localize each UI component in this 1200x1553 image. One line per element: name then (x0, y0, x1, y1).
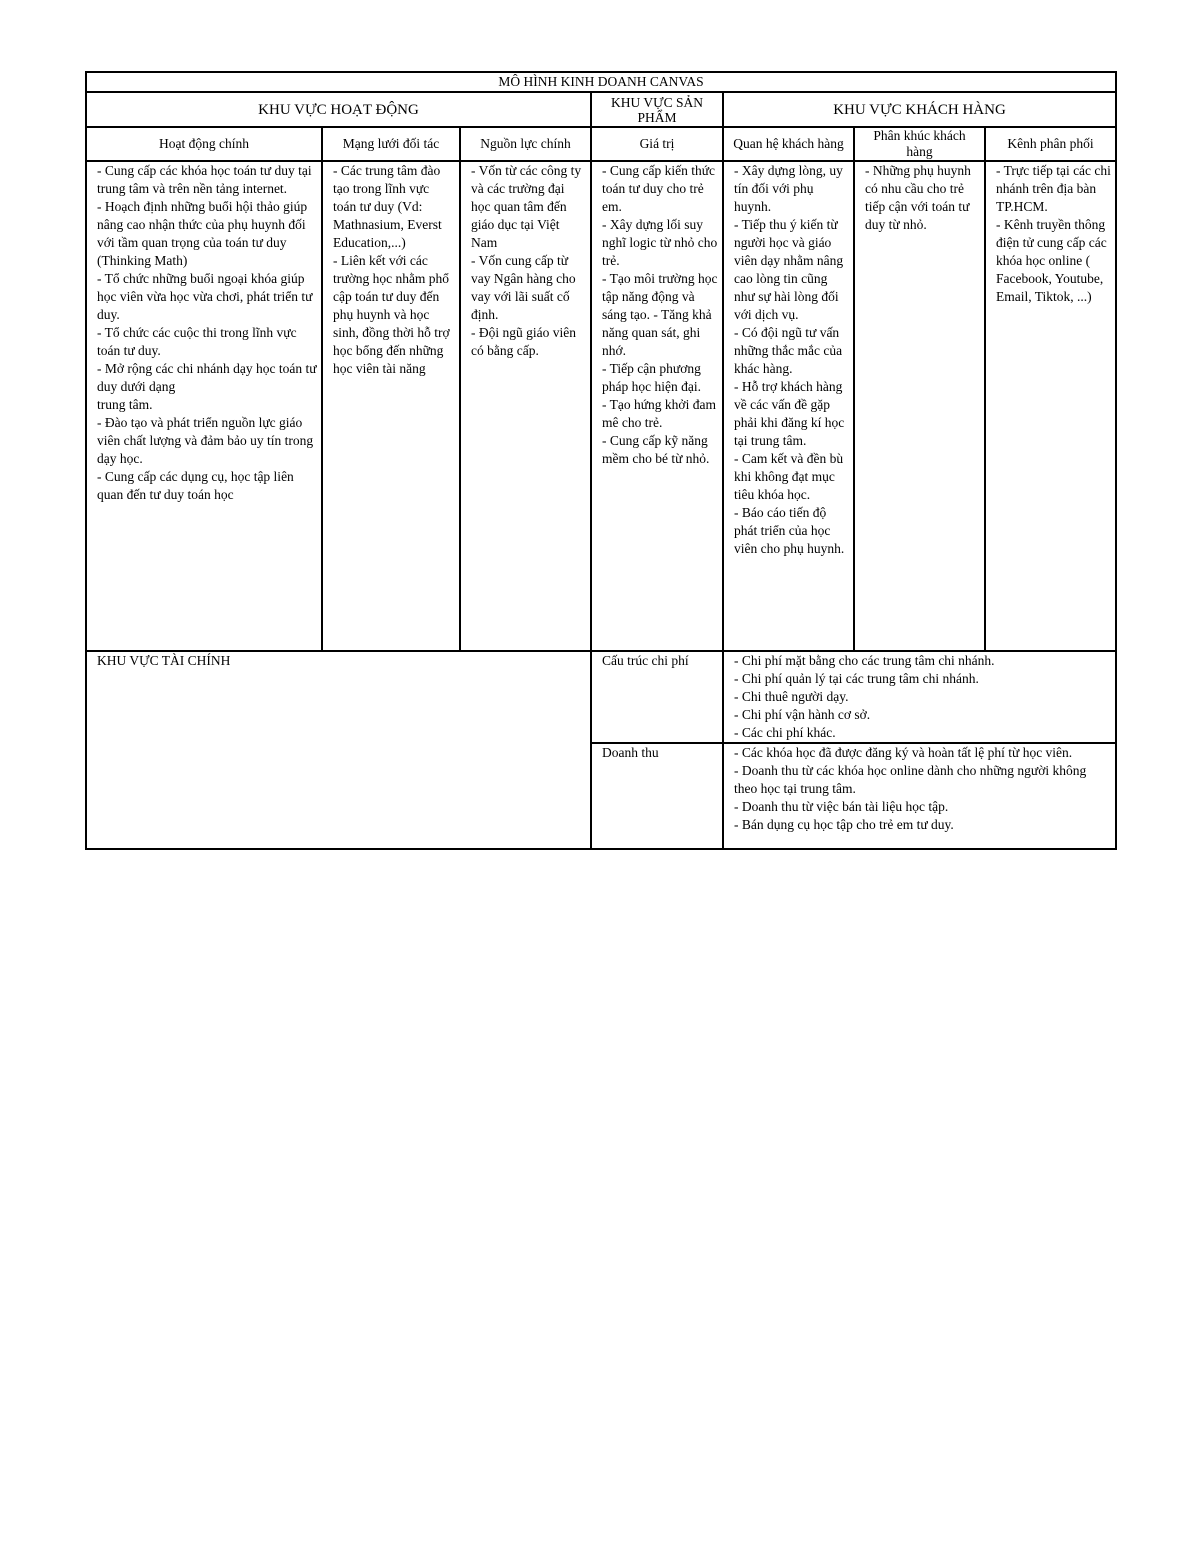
revenue-label: Doanh thu (591, 743, 723, 849)
header-relationships: Quan hệ khách hàng (723, 127, 854, 161)
key-activities-content: - Cung cấp các khóa học toán tư duy tại trung tâm và trên nền tảng internet. - Hoạch định những buổi hội thảo giúp nâng cao nhận thức của phụ huynh đối với tầm quan trọng của toán tư duy (Thinking Math) - Tổ chức những buổi ngoại khóa giúp học viên vừa học vừa chơi, phát triển tư duy. - Tổ chức các cuộc thi trong lĩnh vực toán tư duy. - Mở rộng các chi nhánh dạy học toán tư duy dưới dạng trung tâm. - Đào tạo và phát triển nguồn lực giáo viên chất lượng và đảm bảo uy tín trong dạy học. - Cung cấp các dụng cụ, học tập liên quan đến tư duy toán học (86, 161, 322, 651)
cost-structure-content (723, 651, 1116, 743)
area-finance-header: KHU VỰC TÀI CHÍNH (86, 651, 591, 849)
revenue-item: - Các khóa học đã được đăng ký và hoàn tất lệ phí từ học viên. (734, 745, 1073, 760)
area-customer-header: KHU VỰC KHÁCH HÀNG (723, 92, 1116, 127)
value-content: - Cung cấp kiến thức toán tư duy cho trẻ em. - Xây dựng lối suy nghĩ logic từ nhỏ cho trẻ. - Tạo môi trường học tập năng động và sáng tạo. - Tăng khả năng quan sát, ghi nhớ. - Tiếp cận phương pháp học hiện đại. - Tạo hứng khởi đam mê cho trẻ. - Cung cấp kỹ năng mềm cho bé từ nhỏ. (591, 161, 723, 651)
cost-item: - Chi phí vận hành cơ sở. (734, 707, 871, 722)
key-partners-content: - Các trung tâm đào tạo trong lĩnh vực toán tư duy (Vd: Mathnasium, Everst Education,...) - Liên kết với các trường học nhằm phổ cập toán tư duy đến phụ huynh và học sinh, đồng thời hỗ trợ học bổng đến những học viên tài năng (322, 161, 460, 651)
header-channels: Kênh phân phối (985, 127, 1116, 161)
cost-item: - Các chi phí khác. (734, 725, 836, 740)
cost-item: - Chi thuê người dạy. (734, 689, 849, 704)
cost-item: - Chi phí quản lý tại các trung tâm chi nhánh. (734, 671, 979, 686)
revenue-item: - Bán dụng cụ học tập cho trẻ em tư duy. (734, 817, 954, 832)
cost-structure-label: Cấu trúc chi phí (591, 651, 723, 743)
key-resources-content: - Vốn từ các công ty và các trường đại học quan tâm đến giáo dục tại Việt Nam - Vốn cung cấp từ vay Ngân hàng cho vay với lãi suất cố định. - Đội ngũ giáo viên có bằng cấp. (460, 161, 591, 651)
header-value: Giá trị (591, 127, 723, 161)
relationships-content: - Xây dựng lòng, uy tín đối với phụ huynh. - Tiếp thu ý kiến từ người học và giáo viên dạy nhằm nâng cao lòng tin cũng như sự hài lòng đối với dịch vụ. - Có đội ngũ tư vấn những thắc mắc của khác hàng. - Hỗ trợ khách hàng về các vấn đề gặp phải khi đăng kí học tại trung tâm. - Cam kết và đền bù khi không đạt mục tiêu khóa học. - Báo cáo tiến độ phát triển của học viên cho phụ huynh. (723, 161, 854, 651)
revenue-item: - Doanh thu từ việc bán tài liệu học tập. (734, 799, 949, 814)
header-key-partners: Mạng lưới đối tác (322, 127, 460, 161)
revenue-item: - Doanh thu từ các khóa học online dành cho những người không theo học tại trung tâm. (734, 763, 1087, 796)
header-segments: Phân khúc khách hàng (854, 127, 985, 161)
canvas-title: MÔ HÌNH KINH DOANH CANVAS (86, 72, 1116, 92)
area-activity-header: KHU VỰC HOẠT ĐỘNG (86, 92, 591, 127)
channels-content: - Trực tiếp tại các chi nhánh trên địa bàn TP.HCM. - Kênh truyền thông điện tử cung cấp các khóa học online ( Facebook, Youtube, Email, Tiktok, ...) (985, 161, 1116, 651)
area-product-header: KHU VỰC SẢN PHẨM (591, 92, 723, 127)
header-key-activities: Hoạt động chính (86, 127, 322, 161)
business-model-canvas-table (85, 71, 1117, 850)
cost-item: - Chi phí mặt bằng cho các trung tâm chi nhánh. (734, 653, 995, 668)
segments-content: - Những phụ huynh có nhu cầu cho trẻ tiếp cận với toán tư duy từ nhỏ. (854, 161, 985, 651)
header-key-resources: Nguồn lực chính (460, 127, 591, 161)
revenue-content (723, 743, 1116, 849)
